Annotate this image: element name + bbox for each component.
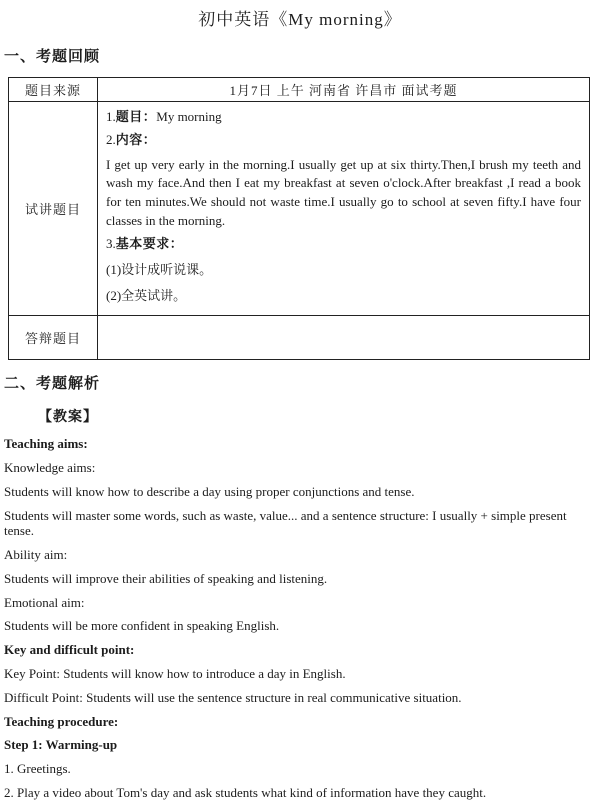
item3-label: 基本要求： [115,235,184,251]
lesson-plan-line: Students will master some words, such as waste, value... and a sentence structure: I usually + simple present tense. [4,507,567,539]
item2-label: 内容： [115,132,157,148]
lesson-plan-line: Teaching procedure: [4,713,119,729]
lecture-label-cell: 试讲题目 [9,102,98,316]
lesson-plan-line: Difficult Point: Students will use the sentence structure in real communicative situation. [4,689,462,705]
item3-number: 3. [106,235,116,251]
lesson-plan-subheading: 【教案】 [38,408,98,425]
table-row-defense [9,316,590,360]
table-row-source [9,78,590,102]
lesson-plan-line: 1. Greetings. [4,761,71,777]
lecture-item-requirements [106,236,581,252]
requirement-2: (2)全英试讲。 [106,287,187,303]
defense-label-cell: 答辩题目 [9,316,98,360]
lesson-plan-body [4,436,594,800]
defense-value-cell [98,316,590,360]
lecture-content-cell [98,102,590,316]
review-table [8,77,590,360]
lesson-plan-line: Knowledge aims: [4,460,96,476]
lesson-plan-line: Key Point: Students will know how to introduce a day in English. [4,665,346,681]
lecture-item-content [106,132,581,148]
lesson-plan-line: Step 1: Warming-up [4,737,118,753]
section-heading-analysis: 二、考题解析 [4,375,101,393]
lesson-plan-line: Teaching aims: [4,436,88,452]
source-label-cell: 题目来源 [9,78,98,102]
lesson-plan-line: Ability aim: [4,547,68,563]
table-row-lecture [9,102,590,316]
lecture-item-title [106,109,581,125]
item2-number: 2. [106,132,116,148]
requirement-1: (1)设计成听说课。 [106,262,213,278]
lesson-plan-line: Students will know how to describe a day using proper conjunctions and tense. [4,483,415,499]
lecture-content-paragraph: I get up very early in the morning.I usually get up at six thirty.Then,I brush my teeth and wash my face.And then I eat my breakfast at seven o'clock.After breakfast ,I read a book for ten minutes.We should not waste time.I usually go to school at seven fifty.I have four classes in the morning. [106,156,581,229]
source-value-cell: 1月7日 上午 河南省 许昌市 面试考题 [98,78,590,102]
section-heading-review: 一、考题回顾 [4,48,101,65]
item1-number: 1. [106,109,116,124]
item1-label: 题目： [115,109,157,124]
item1-value: My morning [156,109,222,124]
lesson-plan-line: Key and difficult point: [4,642,135,658]
page-title: 初中英语《My morning》 [198,10,402,29]
lesson-plan-line: Emotional aim: [4,594,85,610]
lesson-plan-line: Students will improve their abilities of speaking and listening. [4,570,328,586]
lesson-plan-line: Students will be more confident in speaking English. [4,618,280,634]
lesson-plan-line: 2. Play a video about Tom's day and ask students what kind of information have they caught. [4,784,487,800]
